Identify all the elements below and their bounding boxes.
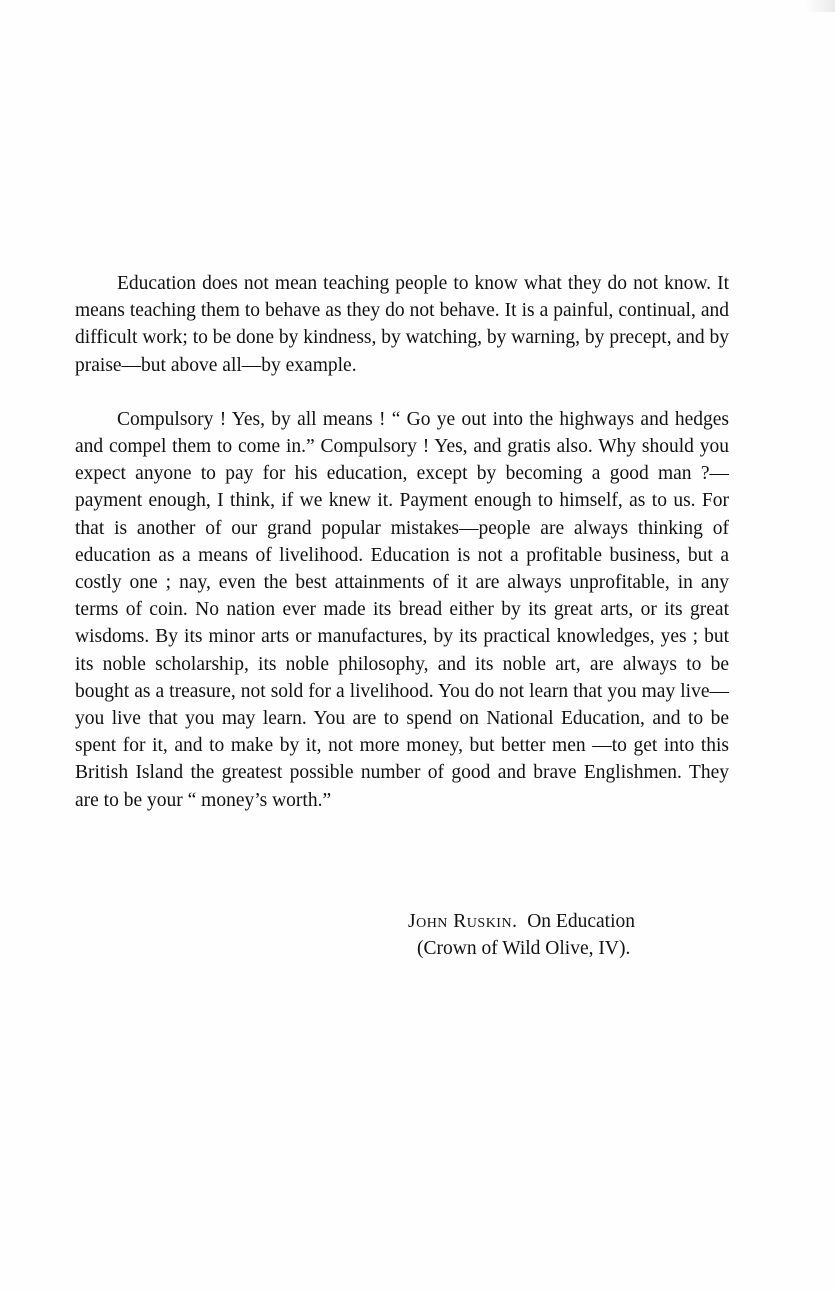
page-edge-shadow (805, 0, 835, 12)
paragraph-2: Compulsory ! Yes, by all means ! “ Go ye out into the highways and hedges and compel them to come in.” Compulsory ! Yes, and gratis also. Why should you expect anyone to pay for his education, except by becoming a good man ?—payment enough, I think, if we knew it. Payment enough to himself, as to us. For that is another of our grand popular mistakes—people are always thinking of education as a means of livelihood. Education is not a profitable business, but a costly one ; nay, even the best attainments of it are always unprofitable, in any terms of coin. No nation ever made its bread either by its great arts, or its great wisdoms. By its minor arts or manufactures, by its practical knowledges, yes ; but its noble scholarship, its noble philosophy, and its noble art, are always to be bought as a treasure, not sold for a livelihood. You do not learn that you may live—you live that you may learn. You are to spend on National Education, and to be spent for it, and to make by it, not more money, but better men —to get into this British Island the greatest possible number of good and brave Englishmen. They are to be your “ money’s worth.” (75, 408, 729, 811)
attribution (408, 908, 635, 962)
source-citation: (Crown of Wild Olive, IV). (417, 938, 631, 960)
quotation-text (75, 270, 729, 814)
attribution-line-1 (408, 908, 635, 935)
author-name: John Ruskin. (408, 911, 518, 932)
paragraph-1: Education does not mean teaching people to know what they do not know. It means teaching them to behave as they do not behave. It is a painful, continual, and difficult work; to be done by kindness, by watching, by warning, by precept, and by praise—but above all—by example. (75, 273, 729, 376)
work-title: On Education (527, 911, 635, 932)
